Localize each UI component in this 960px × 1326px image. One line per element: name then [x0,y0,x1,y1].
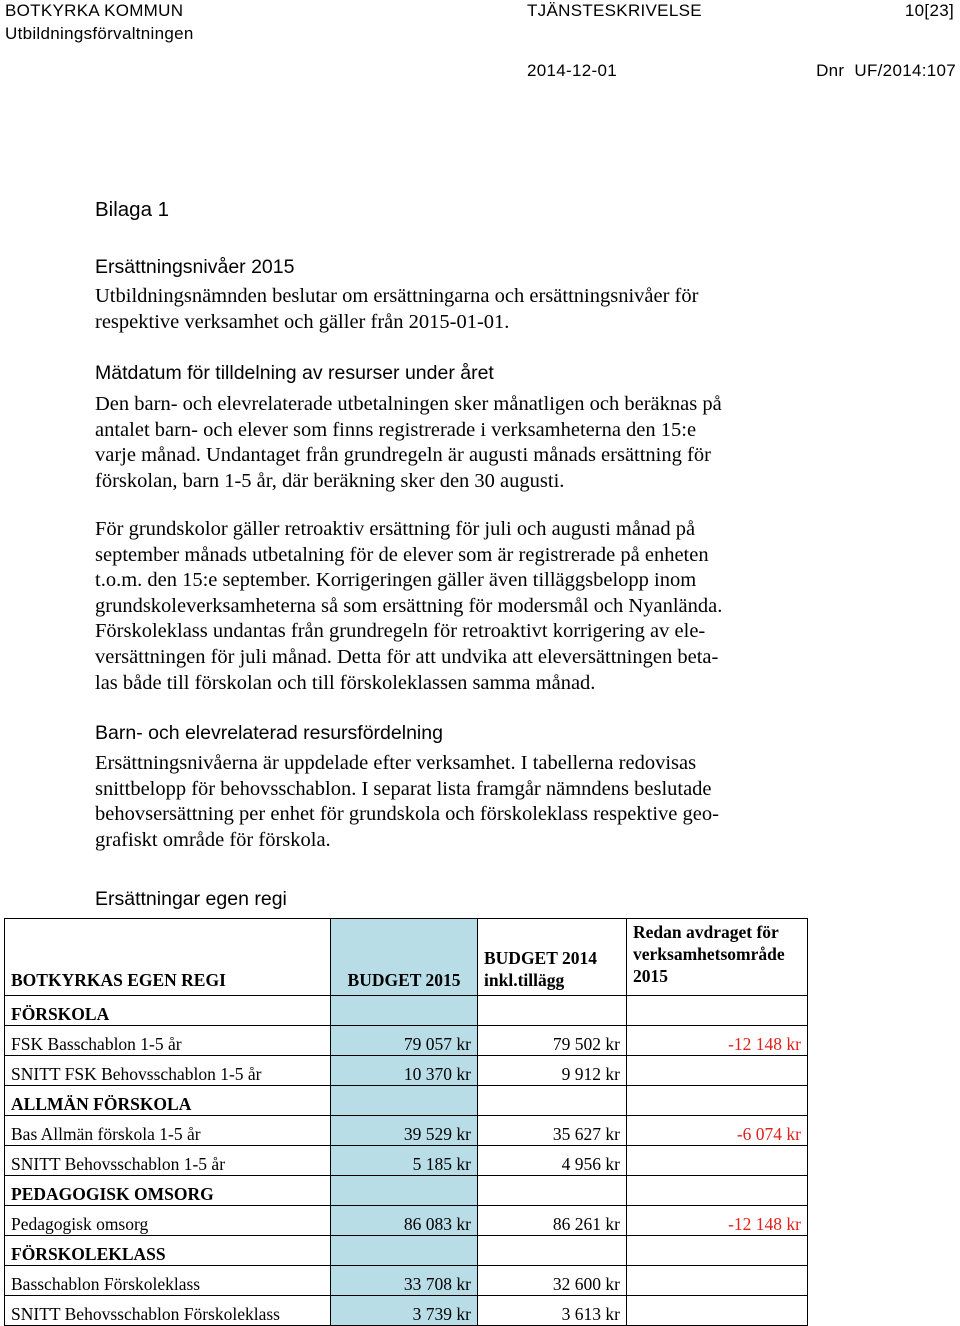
budget-2014-cell: 4 956 kr [478,1146,627,1176]
budget-2014-cell [478,1236,627,1266]
budget-2015-cell: 33 708 kr [331,1266,478,1296]
row-label: Basschablon Förskoleklass [5,1266,331,1296]
table-row [5,1266,808,1296]
paragraph-intro [95,284,925,335]
compensation-table [4,918,808,1326]
table-row [5,1296,808,1326]
page-number: 10[23] [904,1,954,20]
org-name: BOTKYRKA KOMMUN [5,1,184,20]
row-label: Pedagogisk omsorg [5,1206,331,1236]
text-line: versättningen för juli månad. Detta för att undvika att eleversättningen beta- [95,645,719,668]
paragraph-matdatum-2 [95,517,925,696]
text-line: behovsersättning per enhet för grundskola och förskoleklass respektive geo- [95,803,719,826]
section-label: ALLMÄN FÖRSKOLA [5,1086,331,1116]
budget-2015-cell: 39 529 kr [331,1116,478,1146]
section-heading-matdatum: Mätdatum för tilldelning av resurser under året [95,362,494,384]
budget-2015-cell: 79 057 kr [331,1026,478,1056]
text-line: Ersättningsnivåerna är uppdelade efter verksamhet. I tabellerna redovisas [95,752,697,774]
budget-2015-cell [331,1086,478,1116]
budget-2015-cell: 3 739 kr [331,1296,478,1326]
avdrag-cell [627,1146,808,1176]
text-line: september månads utbetalning för de elever som är registrerade på enheten [95,543,709,566]
budget-2015-cell [331,1236,478,1266]
table-row [5,1116,808,1146]
header-botkyrkas-egen-regi: BOTKYRKAS EGEN REGI [5,919,331,996]
table-row [5,1206,808,1236]
header-budget-2014-line1: BUDGET 2014 [484,948,597,968]
budget-2015-cell: 10 370 kr [331,1056,478,1086]
avdrag-cell [627,1266,808,1296]
budget-2015-cell: 5 185 kr [331,1146,478,1176]
budget-2014-cell [478,1176,627,1206]
avdrag-cell [627,1086,808,1116]
section-heading-ersattningsnivaer: Ersättningsnivåer 2015 [95,256,295,278]
avdrag-cell [627,1236,808,1266]
budget-2014-cell: 3 613 kr [478,1296,627,1326]
document-date: 2014-12-01 [527,61,617,80]
text-line: Förskoleklass undantas från grundregeln för retroaktivt korrigering av ele- [95,620,706,643]
table-row [5,1146,808,1176]
avdrag-cell [627,996,808,1026]
header-budget-2015: BUDGET 2015 [331,919,478,996]
diary-number: Dnr UF/2014:107 [816,61,956,80]
budget-2014-cell: 35 627 kr [478,1116,627,1146]
avdrag-cell [627,1296,808,1326]
budget-2014-cell: 79 502 kr [478,1026,627,1056]
budget-2015-cell [331,1176,478,1206]
budget-2014-cell: 32 600 kr [478,1266,627,1296]
department-name: Utbildningsförvaltningen [5,24,194,43]
text-line: snittbelopp för behovsschablon. I separat lista framgår nämndens beslutade [95,777,712,800]
row-label: FSK Basschablon 1-5 år [5,1026,331,1056]
avdrag-cell [627,1176,808,1206]
avdrag-cell: -12 148 kr [627,1206,808,1236]
text-line: varje månad. Undantaget från grundregeln är augusti månads ersättning för [95,444,711,467]
budget-2014-cell [478,996,627,1026]
attachment-title: Bilaga 1 [95,198,170,221]
section-heading-resursfordelning: Barn- och elevrelaterad resursfördelning [95,722,443,744]
text-line: För grundskolor gäller retroaktiv ersättning för juli och augusti månad på [95,518,696,540]
header-redan-avdraget [627,919,808,996]
text-line: förskolan, barn 1-5 år, där beräkning sker den 30 augusti. [95,469,565,492]
table-section-row [5,1236,808,1266]
section-label: FÖRSKOLEKLASS [5,1236,331,1266]
header-budget-2014-line2: inkl.tillägg [484,970,565,990]
budget-2014-cell: 9 912 kr [478,1056,627,1086]
text-line: antalet barn- och elever som finns registrerade i verksamheterna den 15:e [95,418,697,441]
budget-2014-cell: 86 261 kr [478,1206,627,1236]
text-line: Utbildningsnämnden beslutar om ersättningarna och ersättningsnivåer för [95,285,699,307]
table-row [5,1026,808,1056]
section-heading-ersattningar-egen-regi: Ersättningar egen regi [95,888,287,910]
header-redan-avdraget-line3: 2015 [633,966,668,986]
avdrag-cell: -6 074 kr [627,1116,808,1146]
table-row [5,1056,808,1086]
row-label: SNITT Behovsschablon Förskoleklass [5,1296,331,1326]
paragraph-resursfordelning [95,751,925,853]
row-label: Bas Allmän förskola 1-5 år [5,1116,331,1146]
text-line: grafiskt område för förskola. [95,828,331,851]
table-section-row [5,1176,808,1206]
avdrag-cell: -12 148 kr [627,1026,808,1056]
budget-2015-cell: 86 083 kr [331,1206,478,1236]
row-label: SNITT FSK Behovsschablon 1-5 år [5,1056,331,1086]
table-header-row [5,919,808,996]
section-label: PEDAGOGISK OMSORG [5,1176,331,1206]
document-type: TJÄNSTESKRIVELSE [527,1,702,20]
row-label: SNITT Behovsschablon 1-5 år [5,1146,331,1176]
header-redan-avdraget-line2: verksamhetsområde [633,944,785,964]
section-label: FÖRSKOLA [5,996,331,1026]
text-line: t.o.m. den 15:e september. Korrigeringen gäller även tilläggsbelopp inom [95,569,697,592]
budget-2015-cell [331,996,478,1026]
text-line: grundskoleverksamheterna så som ersättning för modersmål och Nyanlända. [95,594,723,617]
avdrag-cell [627,1056,808,1086]
budget-2014-cell [478,1086,627,1116]
text-line: las både till förskolan och till förskoleklassen samma månad. [95,671,596,694]
table-section-row [5,1086,808,1116]
text-line: Den barn- och elevrelaterade utbetalningen sker månatligen och beräknas på [95,393,722,415]
text-line: respektive verksamhet och gäller från 2015-01-01. [95,310,510,333]
paragraph-matdatum-1 [95,392,925,494]
header-budget-2014 [478,919,627,996]
header-redan-avdraget-line1: Redan avdraget för [633,922,779,942]
table-section-row [5,996,808,1026]
